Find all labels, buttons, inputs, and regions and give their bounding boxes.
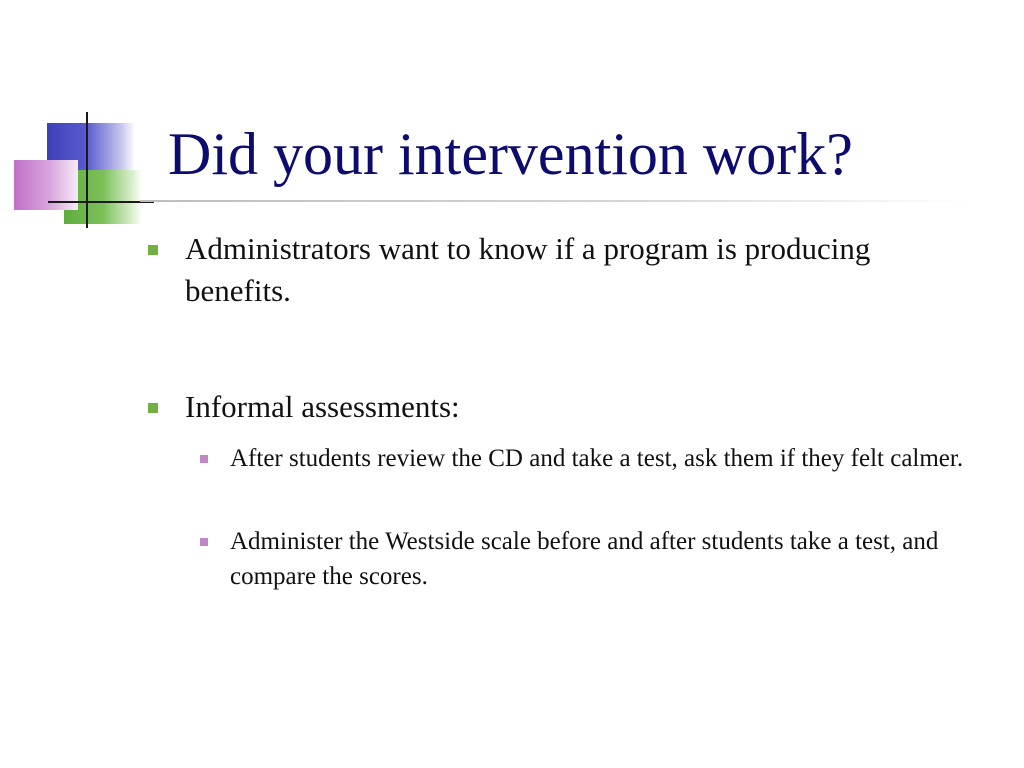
sub-bullet-text: After students review the CD and take a test, ask them if they felt calmer. — [230, 445, 964, 472]
green-square-bullet-icon — [148, 245, 158, 255]
green-square-bullet-icon — [148, 403, 158, 413]
bullet-text: Administrators want to know if a program is producing benefits. — [185, 231, 871, 308]
pink-square-bullet-icon — [200, 455, 208, 463]
bullet-item — [185, 228, 905, 312]
sub-bullet-text: Administer the Westside scale before and after students take a test, and compare the scores. — [230, 528, 939, 590]
title-underline — [140, 200, 970, 202]
sub-bullet-item — [230, 524, 1000, 594]
bullet-text: Informal assessments: — [185, 389, 460, 424]
decorative-squares-logo — [0, 0, 150, 240]
sub-bullet-item — [230, 441, 1000, 476]
bullet-item — [185, 386, 905, 428]
slide-title: Did your intervention work? — [168, 121, 853, 187]
horizontal-line-shape — [48, 201, 154, 203]
pink-square-bullet-icon — [200, 538, 208, 546]
vertical-line-shape — [86, 112, 88, 228]
